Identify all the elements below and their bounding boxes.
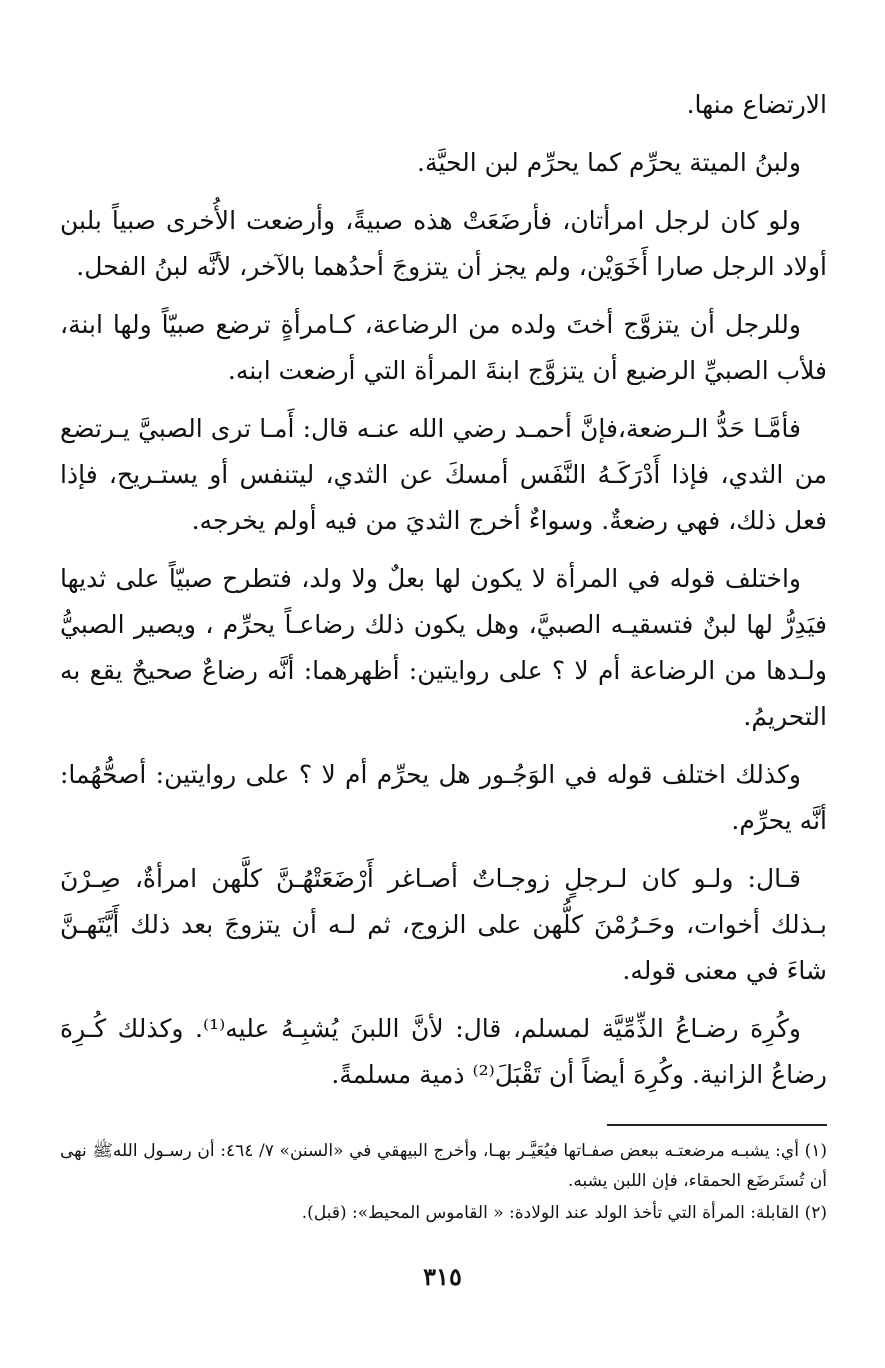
main-text — [60, 82, 827, 1110]
paragraph-3: ولو كان لرجل امرأتان، فأرضَعَتْ هذه صبيةً، وأرضعت الأُخرى صبياً بلبن أولاد الرجل صارا أَخَوَيْن، ولم يجز أن يتزوجَ أحدُهما بالآخر، لأنَّه لبنُ الفحل. — [60, 206, 827, 281]
footnote-1: (١) أي: يشبـه مرضعتـه ببعض صفـاتها فيُعَيَّـر بهـا، وأخرج البيهقي في «السنن» ٧/ ٤٦٤: أن رسـول اللهﷺ نهى أن تُستَرضَع الحمقاء، فإن اللبن يشبه. — [60, 1141, 827, 1191]
page-number: ٣١٥ — [423, 1262, 462, 1291]
paragraph-7: وكذلك اختلف قوله في الوَجُـور هل يحرِّم أم لا ؟ على روايتين: أصحُّهُما: أنَّه يحرِّم. — [60, 760, 827, 835]
footnote-2: (٢) القابلة: المرأة التي تأخذ الولد عند الولادة: « القاموس المحيط»: (قبل). — [301, 1203, 827, 1223]
paragraph-5: فأمَّـا حَدُّ الـرضعة،فإنَّ أحمـد رضي الله عنـه قال: أَمـا ترى الصبيَّ يـرتضع من الثدي، فإذا أَدْرَكَـهُ النَّفَس أمسكَ عن الثدي، ليتنفس أو يستـريح، فإذا فعل ذلك، فهي رضعةٌ. وسواءٌ أخرج الثديَ من فيه أولم يخرجه. — [60, 414, 827, 535]
footnotes — [60, 1136, 827, 1230]
paragraph-4: وللرجل أن يتزوَّج أختَ ولده من الرضاعة، كـامرأةٍ ترضع صبيّاً ولها ابنة، فلأب الصبيِّ الرضيع أن يتزوَّج ابنةَ المرأة التي أرضعت ابنه. — [60, 310, 827, 385]
paragraph-8: قـال: ولـو كان لـرجلٍ زوجـاتٌ أصـاغر أَرْضَعَتْهُـنَّ كلَّهن امرأةٌ، صِـرْنَ بـذلك أخوات، وحَـرُمْنَ كلُّهن على الزوج، ثم لـه أن يتزوجَ بعد ذلك أَيَّتَهـنَّ شاءَ في معنى قوله. — [60, 864, 827, 985]
paragraph-2: ولبنُ الميتة يحرِّم كما يحرِّم لبن الحيَّة. — [417, 148, 801, 177]
footnote-divider — [607, 1124, 827, 1126]
paragraph-1: الارتضاع منها. — [686, 90, 827, 119]
paragraph-6: واختلف قوله في المرأة لا يكون لها بعلٌ ولا ولد، فتطرح صبيّاً على ثديها فيَدِرُّ لها لبنٌ فتسقيـه الصبيَّ، وهل يكون ذلك رضاعـاً يحرِّم ، ويصير الصبيُّ ولـدها من الرضاعة أم لا ؟ على روايتين: أظهرهما: أنَّه رضاعٌ صحيحٌ يقع به التحريمُ. — [60, 564, 827, 731]
paragraph-9: وكُرِهَ رضـاعُ الذِّمِّيَّة لمسلم، قال: لأنَّ اللبنَ يُشبِـهُ عليه⁽¹⁾. وكذلك كُـرِهَ رضاعُ الزانية. وكُرِهَ أيضاً أن تَقْبَلَ⁽²⁾ ذمية مسلمةً. — [60, 1014, 827, 1089]
